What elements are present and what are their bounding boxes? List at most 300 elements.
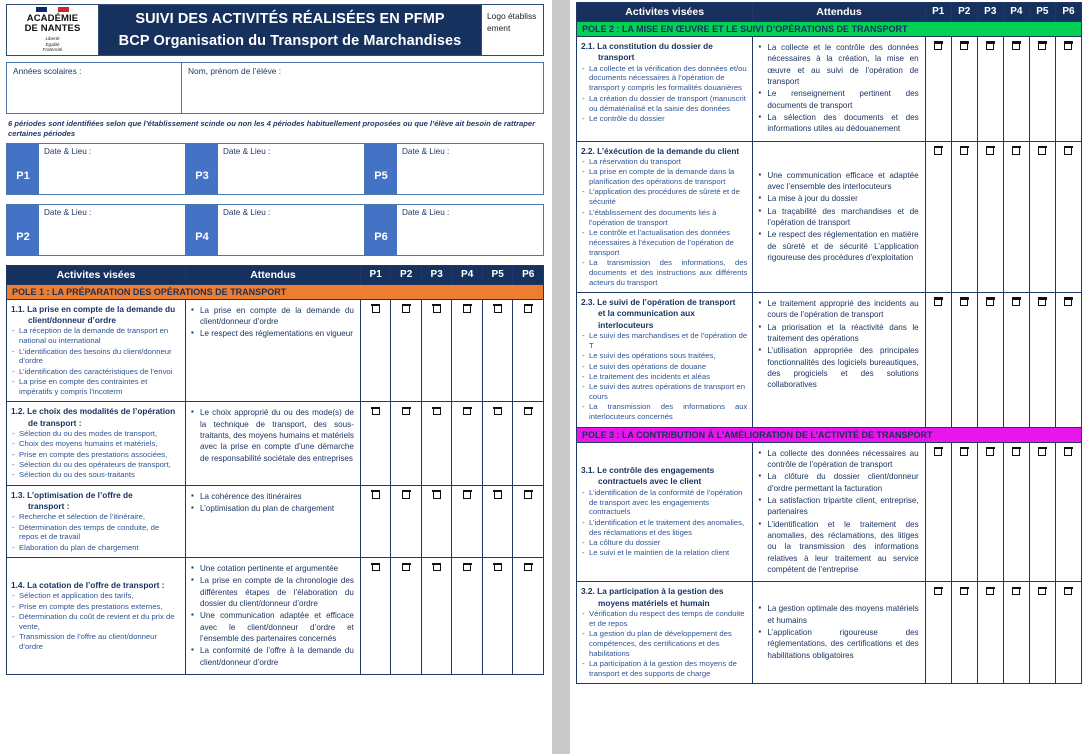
checkbox-cell-2-1-p2[interactable] [951,37,977,142]
pole-1-band: POLE 1 : LA PRÉPARATION DES OPÉRATIONS DE TRANSPORT [7,284,544,299]
document-header [6,4,544,56]
pole-2-band: POLE 2 : LA MISE EN ŒUVRE ET LE SUIVI D’OPÉRATIONS DE TRANSPORT [577,22,1082,37]
col-expected: Attendus [186,265,361,284]
period-field-p6[interactable] [397,205,543,255]
activity-cell-1-3 [7,485,186,558]
list-item: ▪ La prise en compte de la demande du client/donneur d’ordre [191,305,354,328]
checkbox-cell-1-3-p4[interactable] [452,485,483,558]
list-item: - Détermination des temps de conduite, de repos et de travail [11,523,180,543]
checkbox-cell-2-3-p6[interactable] [1055,293,1081,428]
checkbox-cell-1-2-p1[interactable] [360,402,391,485]
table-row [577,293,1082,428]
list-item: - Le traitement des incidents et aléas [581,372,747,382]
checkbox-icon[interactable] [524,305,532,313]
academy-logo [7,5,99,55]
checkbox-icon[interactable] [524,407,532,415]
list-item: - La prise en compte des contraintes et impératifs y compris l’incoterm [11,377,180,397]
list-item: ▪ La traçabilité des marchandises et de l’opération de transport [758,206,918,229]
activity-items-2-2 [581,157,747,288]
checkbox-cell-1-4-p2[interactable] [391,558,422,675]
table-row [7,485,544,558]
period-field-p3[interactable] [218,144,364,194]
table-row [7,402,544,485]
period-label-p5: Date & Lieu : [402,146,450,156]
period-label-p1: Date & Lieu : [44,146,92,156]
list-item: ▪ La clôture du dossier client/donneur d’ordre permettant la facturation [758,471,918,494]
col-p4: P4 [452,265,483,284]
student-name-field[interactable] [182,62,544,114]
list-item: - Le suivi et le maintien de la relation client [581,548,747,558]
checkbox-cell-1-3-p5[interactable] [482,485,513,558]
checkbox-cell-2-1-p4[interactable] [1003,37,1029,142]
checkbox-cell-1-1-p6[interactable] [513,299,544,402]
col-activities: Activites visées [7,265,186,284]
activity-items-1-3 [11,512,180,552]
list-item: - Sélection du ou des opérateurs de transport, [11,460,180,470]
checkbox-icon[interactable] [1038,147,1046,155]
list-item: ▪ Le respect des réglementations en vigueur [191,328,354,339]
checkbox-icon[interactable] [463,491,471,499]
checkbox-cell-3-1-p3[interactable] [977,442,1003,582]
checkbox-icon[interactable] [1038,587,1046,595]
list-item: - L’établissement des documents liés à l’opération de transport [581,208,747,228]
list-item: ▪ La prise en compte de la chronologie des différentes étapes de l’élaboration du dossier du client/donneur d’ordre [191,575,354,609]
list-item: ▪ Le renseignement pertinent des documents de transport [758,88,918,111]
expected-cell-2-1 [753,37,925,142]
list-item: - La réservation du transport [581,157,747,167]
list-item: - Sélection du ou des sous-traitants [11,470,180,480]
list-item: - Choix des moyens humains et matériels, [11,439,180,449]
list-item: - Sélection et application des tarifs, [11,591,180,601]
checkbox-icon[interactable] [1038,448,1046,456]
activity-title-1-2-line2: de transport : [28,417,82,428]
activity-items-2-1 [581,64,747,124]
col-p6: P6 [1055,3,1081,22]
checkbox-cell-1-2-p4[interactable] [452,402,483,485]
checkbox-cell-3-2-p2[interactable] [951,582,977,684]
list-item: - L’application des procédures de sûreté et de sécurité [581,187,747,207]
period-field-p4[interactable] [218,205,364,255]
page-right [570,0,1090,754]
checkbox-icon[interactable] [433,407,441,415]
period-p3[interactable] [185,144,364,194]
list-item: - Sélection du ou des modes de transport, [11,429,180,439]
checkbox-cell-3-2-p3[interactable] [977,582,1003,684]
col-p1: P1 [925,3,951,22]
period-tag-p1: P1 [7,144,39,194]
activity-title-1-1-line1: 1.1. La prise en compte de la demande du [11,303,176,314]
checkbox-cell-2-3-p5[interactable] [1029,293,1055,428]
checkbox-icon[interactable] [524,563,532,571]
table-row [577,442,1082,582]
checkbox-icon[interactable] [934,42,942,50]
list-item: ▪ La sélection des documents et des informations utiles au dédouanement [758,112,918,135]
expected-items-2-2 [758,170,918,264]
checkbox-icon[interactable] [402,407,410,415]
col-p2: P2 [391,265,422,284]
list-item: - La côlture du dossier [581,538,747,548]
activity-title-2-3-line2: et la communication aux [598,308,695,319]
expected-cell-1-1 [186,299,361,402]
checkbox-cell-1-3-p2[interactable] [391,485,422,558]
list-item: ▪ La collecte des données nécessaires au contrôle de l’opération de transport [758,448,918,471]
checkbox-cell-2-2-p2[interactable] [951,141,977,292]
list-item: - Elaboration du plan de chargement [11,543,180,553]
expected-items-1-1 [191,305,354,340]
checkbox-icon[interactable] [463,563,471,571]
checkbox-cell-2-1-p1[interactable] [925,37,951,142]
checkbox-icon[interactable] [402,491,410,499]
list-item: ▪ Le respect des réglementation en matière de sûreté et de sécurité L’application rigoureuse des procédures d’exploitation [758,229,918,263]
checkbox-cell-3-2-p5[interactable] [1029,582,1055,684]
list-item: - La collecte et la vérification des données et/ou documents nécessaires à l’opération de transport y compris les formalités douanières [581,64,747,94]
activity-cell-3-2 [577,582,753,684]
checkbox-icon[interactable] [934,448,942,456]
list-item: - L’identification des besoins du client/donneur d’ordre [11,347,180,367]
checkbox-cell-1-1-p3[interactable] [421,299,452,402]
checkbox-icon[interactable] [1064,42,1072,50]
list-item: - La gestion du plan de développement des compétences, des certifications et des habilitations [581,629,747,659]
list-item: ▪ La cohérence des itinéraires [191,491,354,502]
academy-name-line1: ACADÉMIE [26,13,79,25]
period-tag-p6: P6 [365,205,397,255]
checkbox-cell-1-2-p6[interactable] [513,402,544,485]
list-item: - L’identification de la conformité de l’opération de transport avec les engagements contractuels [581,488,747,518]
table-header-row [7,265,544,284]
periods-note [8,119,542,139]
page-gap [552,0,570,754]
checkbox-icon[interactable] [433,305,441,313]
list-item: ▪ La mise à jour du dossier [758,193,918,204]
checkbox-cell-2-2-p5[interactable] [1029,141,1055,292]
checkbox-icon[interactable] [372,305,380,313]
expected-cell-1-2 [186,402,361,485]
pole-1-table [6,265,544,675]
list-item: ▪ La conformité de l’offre à la demande du client/donneur d’ordre [191,645,354,668]
activity-cell-1-4 [7,558,186,675]
list-item: - Transmission de l’offre au client/donneur d’ordre [11,632,180,652]
checkbox-icon[interactable] [960,298,968,306]
activity-title-2-1-line2: transport [598,52,635,63]
checkbox-icon[interactable] [494,563,502,571]
checkbox-cell-1-1-p4[interactable] [452,299,483,402]
checkbox-cell-1-4-p5[interactable] [482,558,513,675]
activity-items-1-4 [11,591,180,652]
checkbox-icon[interactable] [960,42,968,50]
list-item: - Recherche et sélection de l’itinéraire, [11,512,180,522]
activity-title-3-1-line2: contractuels avec le client [598,476,702,487]
checkbox-icon[interactable] [1038,298,1046,306]
activity-items-1-1 [11,326,180,397]
expected-cell-3-1 [753,442,925,582]
list-item: - La participation à la gestion des moyens de transport et des supports de charge [581,659,747,679]
col-activities: Activites visées [577,3,753,22]
checkbox-icon[interactable] [1012,448,1020,456]
table-row [577,582,1082,684]
period-label-p6: Date & Lieu : [402,207,450,217]
period-field-p5[interactable] [397,144,543,194]
activity-title-3-2-line1: 3.2. La participation à la gestion des [581,586,724,597]
table-row [7,299,544,402]
academy-name-line2: DE NANTES [24,23,81,35]
checkbox-icon[interactable] [463,305,471,313]
checkbox-icon[interactable] [1012,587,1020,595]
list-item: ▪ L’application rigoureuse des réglementations, des certifications et des habilitations obligatoires [758,627,918,661]
activity-title-2-2-line1: 2.2. L’éxécution de la demande du client [581,145,740,156]
checkbox-cell-1-2-p3[interactable] [421,402,452,485]
page-title: SUIVI DES ACTIVITÉS RÉALISÉES EN PFMP [135,11,445,27]
list-item: - Le suivi des marchandises et de l’opération de T [581,331,747,351]
col-p6: P6 [513,265,544,284]
period-tag-p5: P5 [365,144,397,194]
list-item: - Prise en compte des prestations externes, [11,602,180,612]
checkbox-icon[interactable] [1064,147,1072,155]
table-row [7,558,544,675]
periods-note-text: 6 périodes sont identifiées selon que l’établissement scinde ou non les 4 périodes habituellement proposées ou que l’élève ait besoin de rattraper certaines périodes [8,119,536,138]
pole-2-3-table [576,2,1082,684]
expected-items-3-1 [758,448,918,576]
checkbox-icon[interactable] [463,407,471,415]
checkbox-cell-1-1-p2[interactable] [391,299,422,402]
checkbox-icon[interactable] [1012,298,1020,306]
activity-title-2-3-line1: 2.3. Le suivi de l’opération de transport [581,297,736,308]
list-item: ▪ Une communication efficace et adaptée avec l’ensemble des interlocuteurs [758,170,918,193]
checkbox-cell-2-1-p3[interactable] [977,37,1003,142]
period-tag-p4: P4 [186,205,218,255]
period-tag-p3: P3 [186,144,218,194]
table-row [577,141,1082,292]
col-p5: P5 [482,265,513,284]
checkbox-icon[interactable] [402,305,410,313]
checkbox-icon[interactable] [960,448,968,456]
col-p5: P5 [1029,3,1055,22]
period-p1[interactable] [7,144,185,194]
checkbox-cell-1-3-p3[interactable] [421,485,452,558]
checkbox-cell-1-3-p6[interactable] [513,485,544,558]
checkbox-cell-1-4-p3[interactable] [421,558,452,675]
activity-cell-1-2 [7,402,186,485]
expected-items-3-2 [758,603,918,661]
checkbox-icon[interactable] [1012,147,1020,155]
checkbox-cell-2-2-p3[interactable] [977,141,1003,292]
checkbox-cell-2-3-p4[interactable] [1003,293,1029,428]
expected-items-1-4 [191,563,354,668]
checkbox-cell-1-4-p6[interactable] [513,558,544,675]
expected-items-2-3 [758,298,918,391]
checkbox-icon[interactable] [960,587,968,595]
checkbox-icon[interactable] [1064,587,1072,595]
checkbox-cell-2-2-p4[interactable] [1003,141,1029,292]
period-field-p1[interactable] [39,144,185,194]
pole-band-row [577,22,1082,37]
checkbox-cell-2-3-p3[interactable] [977,293,1003,428]
period-tag-p2: P2 [7,205,39,255]
activity-title-2-3-line3: interlocuteurs [598,319,654,330]
checkbox-cell-2-3-p1[interactable] [925,293,951,428]
expected-items-1-3 [191,491,354,515]
checkbox-icon[interactable] [1038,42,1046,50]
list-item: - Le suivi des autres opérations de transport en cours [581,382,747,402]
list-item: ▪ Le traitement approprié des incidents au cours de l’opération de transport [758,298,918,321]
checkbox-cell-3-1-p1[interactable] [925,442,951,582]
student-name-label: Nom, prénom de l’élève : [188,66,282,76]
periods-row-even [6,204,544,256]
page-subtitle: BCP Organisation du Transport de Marchandises [118,33,462,49]
activity-items-1-2 [11,429,180,480]
document-title-block [99,5,481,55]
period-label-p2: Date & Lieu : [44,207,92,217]
list-item: - L’identification et le traitement des anomalies, des réclamations et des litiges [581,518,747,538]
period-p6[interactable] [364,205,543,255]
col-p1: P1 [360,265,391,284]
checkbox-icon[interactable] [372,491,380,499]
motto-fraternite: Fraternité [42,47,63,53]
checkbox-icon[interactable] [1064,298,1072,306]
checkbox-cell-1-3-p1[interactable] [360,485,391,558]
checkbox-cell-3-1-p6[interactable] [1055,442,1081,582]
checkbox-icon[interactable] [960,147,968,155]
checkbox-cell-2-2-p1[interactable] [925,141,951,292]
checkbox-icon[interactable] [986,448,994,456]
checkbox-cell-3-2-p1[interactable] [925,582,951,684]
checkbox-cell-3-2-p4[interactable] [1003,582,1029,684]
checkbox-icon[interactable] [1064,448,1072,456]
motto-liberte: Liberté [45,35,60,41]
activity-items-2-3 [581,331,747,422]
checkbox-icon[interactable] [494,305,502,313]
activity-title-3-2-line2: moyens matériels et humain [598,597,710,608]
checkbox-cell-2-1-p6[interactable] [1055,37,1081,142]
list-item: ▪ La satisfaction tripartite client, entreprise, partenaires [758,495,918,518]
list-item: - Vérification du respect des temps de conduite et de repos [581,609,747,629]
pole-band-row [7,284,544,299]
list-item: ▪ L’optimisation du plan de chargement [191,503,354,514]
checkbox-cell-1-2-p2[interactable] [391,402,422,485]
activity-cell-2-2 [577,141,753,292]
expected-cell-3-2 [753,582,925,684]
period-p2[interactable] [7,205,185,255]
checkbox-cell-3-2-p6[interactable] [1055,582,1081,684]
checkbox-icon[interactable] [986,42,994,50]
activity-title-2-1-line1: 2.1. La constitution du dossier de [581,41,713,51]
checkbox-icon[interactable] [494,407,502,415]
activity-cell-2-3 [577,293,753,428]
col-p3: P3 [421,265,452,284]
list-item: - La réception de la demande de transport en national ou international [11,326,180,346]
pole-band-row [577,427,1082,442]
checkbox-cell-1-4-p1[interactable] [360,558,391,675]
list-item: ▪ Une communication adaptée et efficace avec le client/donneur d’ordre et l’ensemble des partenaires concernés [191,610,354,644]
school-years-field[interactable] [6,62,182,114]
expected-items-1-2 [191,407,354,464]
checkbox-icon[interactable] [524,491,532,499]
periods-row-odd [6,143,544,195]
list-item: - La transmission des informations, des documents et des instructions aux différents acteurs du transport [581,258,747,288]
activity-title-1-2-line1: 1.2. Le choix des modalités de l’opération [11,406,176,417]
list-item: ▪ L’identification et le traitement des anomalies, des réclamations, des litiges ou la transmission des informations relatives à leur traitement au service compétent de l’entreprise [758,519,918,576]
checkbox-icon[interactable] [372,563,380,571]
checkbox-icon[interactable] [934,147,942,155]
pole-3-band: POLE 3 : LA CONTRIBUTION À L’AMÉLIORATION DE L’ACTIVITÉ DE TRANSPORT [577,427,1082,442]
list-item: ▪ La priorisation et la réactivité dans le traitement des opérations [758,322,918,345]
list-item: ▪ Une cotation pertinente et argumentée [191,563,354,574]
activity-title-1-1-line2: client/donneur d’ordre [28,315,117,325]
list-item: ▪ Le choix approprié du ou des mode(s) de la technique de transport, des sous-traitants, des moyens humains et matériels avec la prise en compte d’une démarche de responsabilité sociétale des entreprises [191,407,354,464]
checkbox-icon[interactable] [986,147,994,155]
list-item: - La création du dossier de transport (manuscrit ou dématérialisé et la saisie des données [581,94,747,114]
checkbox-icon[interactable] [1012,42,1020,50]
checkbox-icon[interactable] [494,491,502,499]
list-item: ▪ L’utilisation appropriée des principales fonctionnalités des logiciels bureautiques, des progiciels et des solutions collaboratives [758,345,918,390]
list-item: - La prise en compte de la demande dans la planification des opérations de transport [581,167,747,187]
identity-section [6,62,544,114]
period-p4[interactable] [185,205,364,255]
list-item: - Prise en compte des prestations associées, [11,450,180,460]
activity-cell-3-1 [577,442,753,582]
checkbox-cell-3-1-p2[interactable] [951,442,977,582]
expected-cell-1-4 [186,558,361,675]
list-item: - Détermination du coût de revient et du prix de vente, [11,612,180,632]
checkbox-cell-1-2-p5[interactable] [482,402,513,485]
table-header-row [577,3,1082,22]
checkbox-icon[interactable] [934,587,942,595]
checkbox-cell-2-3-p2[interactable] [951,293,977,428]
expected-cell-2-2 [753,141,925,292]
table-row [577,37,1082,142]
period-label-p3: Date & Lieu : [223,146,271,156]
checkbox-icon[interactable] [433,563,441,571]
period-p5[interactable] [364,144,543,194]
col-p3: P3 [977,3,1003,22]
period-field-p2[interactable] [39,205,185,255]
activity-cell-1-1 [7,299,186,402]
activity-title-1-3-line1: 1.3. L’optimisation de l’offre de [11,489,133,500]
expected-items-2-1 [758,42,918,135]
checkbox-cell-1-1-p5[interactable] [482,299,513,402]
checkbox-cell-3-1-p5[interactable] [1029,442,1055,582]
activity-cell-2-1 [577,37,753,142]
checkbox-icon[interactable] [402,563,410,571]
school-years-label: Années scolaires : [13,66,82,76]
school-logo-placeholder: Logo établissement [481,5,543,55]
list-item: - Le contrôle du dossier [581,114,747,124]
activity-title-1-4-line1: 1.4. La cotation de l’offre de transport : [11,579,165,590]
activity-title-3-1-line1: 3.1. Le contrôle des engagements [581,465,715,476]
list-item: ▪ La gestion optimale des moyens matériels et humains [758,603,918,626]
col-p2: P2 [951,3,977,22]
list-item: - La transmission des informations aux interlocuteurs concernés [581,402,747,422]
checkbox-icon[interactable] [433,491,441,499]
checkbox-cell-3-1-p4[interactable] [1003,442,1029,582]
list-item: - Le contrôle et l’actualisation des données nécessaires à l’éxecution de l’opération de transport [581,228,747,258]
french-flag-icon [36,7,70,12]
activity-title-1-3-line2: transport : [28,500,70,511]
expected-cell-2-3 [753,293,925,428]
checkbox-icon[interactable] [986,298,994,306]
checkbox-cell-2-2-p6[interactable] [1055,141,1081,292]
checkbox-icon[interactable] [934,298,942,306]
checkbox-icon[interactable] [372,407,380,415]
period-label-p4: Date & Lieu : [223,207,271,217]
checkbox-icon[interactable] [986,587,994,595]
col-expected: Attendus [753,3,925,22]
checkbox-cell-1-4-p4[interactable] [452,558,483,675]
list-item: - Le suivi des opérations de douane [581,362,747,372]
motto-egalite: Égalité [45,41,60,47]
col-p4: P4 [1003,3,1029,22]
checkbox-cell-1-1-p1[interactable] [360,299,391,402]
checkbox-cell-2-1-p5[interactable] [1029,37,1055,142]
